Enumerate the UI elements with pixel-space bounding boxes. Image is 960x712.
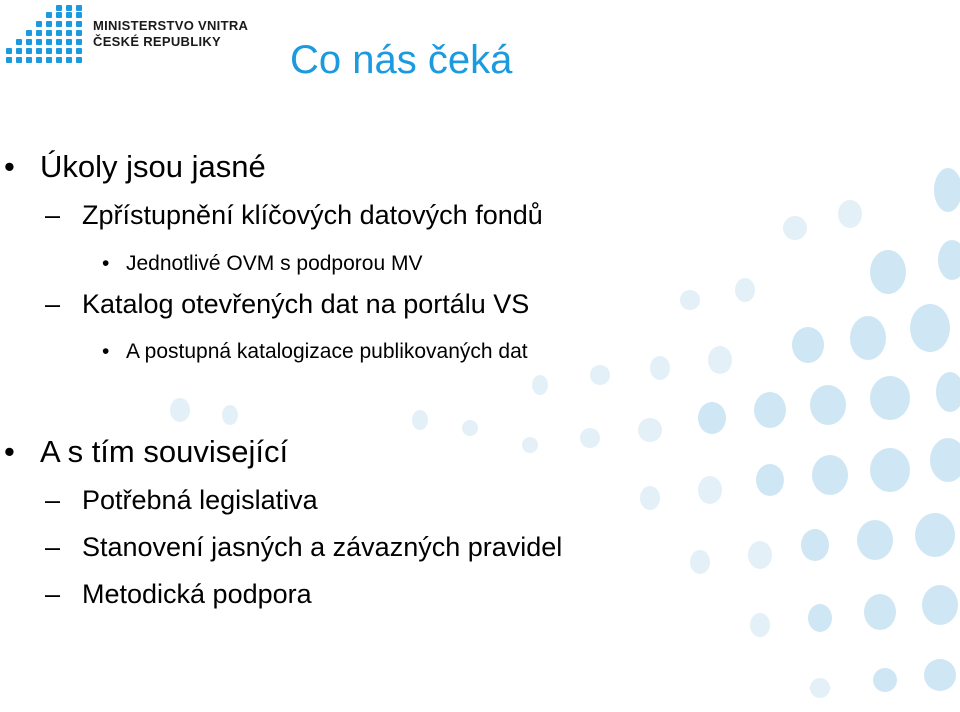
logo-text (93, 18, 248, 50)
logo-line-1: MINISTERSTVO VNITRA (93, 18, 249, 33)
dash-marker: – (45, 485, 61, 515)
bullet-1-2-1: A postupná katalogizace publikovaných dat (126, 340, 528, 363)
dash-marker: – (45, 289, 61, 319)
slide-title: Co nás čeká (290, 38, 513, 82)
dash-marker: – (45, 532, 61, 562)
bullet-marker: • (4, 149, 15, 184)
bullet-1-1: Zpřístupnění klíčových datových fondů (82, 200, 543, 230)
bullet-1-2: Katalog otevřených dat na portálu VS (82, 289, 530, 319)
dash-marker: – (45, 200, 61, 230)
bullet-1-1-1: Jednotlivé OVM s podporou MV (126, 252, 423, 275)
logo-line-2: ČESKÉ REPUBLIKY (93, 34, 222, 49)
bullet-2-3: Metodická podpora (82, 579, 312, 609)
bullet-marker: • (102, 252, 110, 275)
dash-marker: – (45, 579, 61, 609)
bullet-2-2: Stanovení jasných a závazných pravidel (82, 532, 563, 562)
bullet-2: A s tím související (40, 434, 289, 469)
ministry-logo (0, 0, 249, 72)
bullet-2-1: Potřebná legislativa (82, 485, 318, 515)
bullet-1: Úkoly jsou jasné (40, 149, 266, 184)
bullet-marker: • (4, 434, 15, 469)
bullet-marker: • (102, 340, 110, 363)
logo-dot-grid-icon (4, 4, 90, 68)
